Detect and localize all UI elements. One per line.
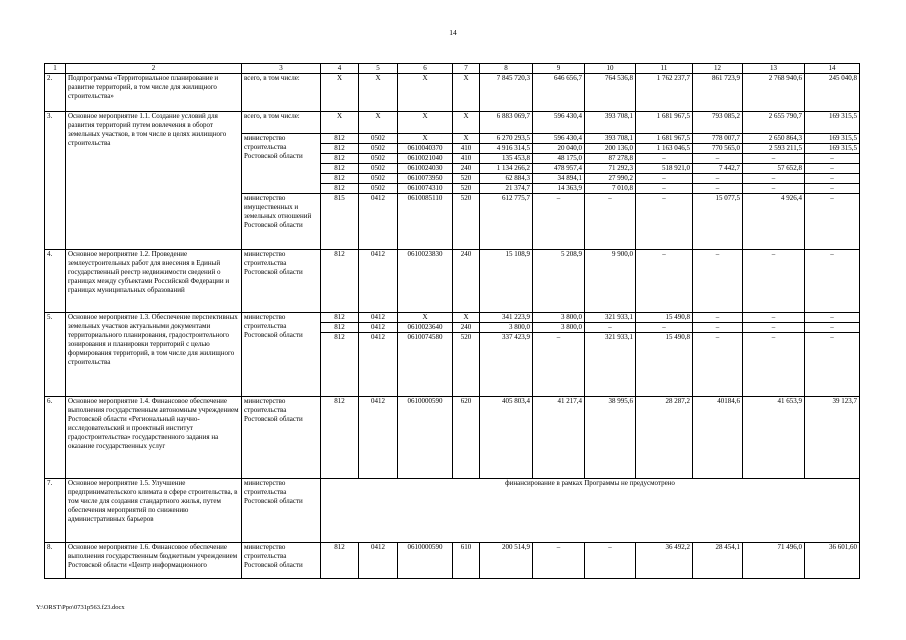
cell: 135 453,8 bbox=[480, 154, 533, 164]
cell: 0412 bbox=[359, 333, 398, 397]
cell: – bbox=[805, 194, 860, 250]
col-header: 5 bbox=[359, 64, 398, 74]
cell: – bbox=[743, 154, 805, 164]
no-funding-note: финансирование в рамках Программы не предусмотрено bbox=[321, 479, 860, 543]
table-row bbox=[45, 112, 860, 134]
cell: 0502 bbox=[359, 184, 398, 194]
cell: X bbox=[359, 112, 398, 134]
cell: 646 656,7 bbox=[533, 74, 585, 112]
row-responsible: министерство строительства Ростовской области bbox=[242, 250, 321, 313]
cell: 169 315,5 bbox=[805, 134, 860, 144]
cell: – bbox=[585, 194, 636, 250]
cell: – bbox=[805, 323, 860, 333]
cell: 15 490,8 bbox=[636, 333, 693, 397]
cell: – bbox=[533, 333, 585, 397]
cell: – bbox=[743, 323, 805, 333]
table-row bbox=[45, 543, 860, 579]
cell: 28 287,2 bbox=[636, 397, 693, 479]
col-header: 1 bbox=[45, 64, 66, 74]
col-header: 7 bbox=[453, 64, 480, 74]
cell: 0610021040 bbox=[398, 154, 453, 164]
cell: – bbox=[805, 174, 860, 184]
cell: 169 315,5 bbox=[805, 144, 860, 154]
cell: 321 933,1 bbox=[585, 313, 636, 323]
cell: 0412 bbox=[359, 323, 398, 333]
col-header: 2 bbox=[66, 64, 242, 74]
cell: X bbox=[321, 112, 359, 134]
cell: 38 995,6 bbox=[585, 397, 636, 479]
cell: 812 bbox=[321, 174, 359, 184]
cell: – bbox=[743, 184, 805, 194]
cell: 0502 bbox=[359, 174, 398, 184]
cell: X bbox=[453, 313, 480, 323]
cell: 7 442,7 bbox=[693, 164, 743, 174]
cell: 0610074580 bbox=[398, 333, 453, 397]
cell: 393 708,1 bbox=[585, 134, 636, 144]
cell: 0610023640 bbox=[398, 323, 453, 333]
col-header: 11 bbox=[636, 64, 693, 74]
cell: 812 bbox=[321, 323, 359, 333]
row-name: Основное мероприятие 1.5. Улучшение предпринимательского климата в сфере строительства, в том числе для создания стандартного жилья, путем обеспечения мероприятий по снижению административных барьеров bbox=[66, 479, 242, 543]
cell: 0610000590 bbox=[398, 397, 453, 479]
row-responsible: всего, в том числе: bbox=[242, 112, 321, 134]
cell: 15 490,8 bbox=[636, 313, 693, 323]
cell: 36 492,2 bbox=[636, 543, 693, 579]
cell: 0502 bbox=[359, 164, 398, 174]
budget-table bbox=[44, 63, 860, 579]
cell: – bbox=[693, 154, 743, 164]
cell: 71 292,3 bbox=[585, 164, 636, 174]
cell: – bbox=[636, 250, 693, 313]
cell: 40184,6 bbox=[693, 397, 743, 479]
col-header: 10 bbox=[585, 64, 636, 74]
cell: 410 bbox=[453, 144, 480, 154]
cell: 15 108,9 bbox=[480, 250, 533, 313]
cell: 9 900,0 bbox=[585, 250, 636, 313]
row-name: Основное мероприятие 1.2. Проведение землеустроительных работ для внесения в Единый государственный реестр недвижимости сведений о границах между субъектами Российской Федерации и границах муниципальных образований bbox=[66, 250, 242, 313]
cell: 0610073950 bbox=[398, 174, 453, 184]
cell: 770 565,0 bbox=[693, 144, 743, 154]
cell: – bbox=[805, 333, 860, 397]
cell: 245 040,8 bbox=[805, 74, 860, 112]
cell: 0610074310 bbox=[398, 184, 453, 194]
row-responsible: министерство строительства Ростовской области bbox=[242, 479, 321, 543]
row-responsible: министерство имущественных и земельных отношений Ростовской области bbox=[242, 194, 321, 250]
cell: 0610000590 bbox=[398, 543, 453, 579]
cell: 0412 bbox=[359, 313, 398, 323]
cell: 0610024030 bbox=[398, 164, 453, 174]
cell: X bbox=[398, 112, 453, 134]
row-responsible: министерство строительства Ростовской области bbox=[242, 543, 321, 579]
col-header: 8 bbox=[480, 64, 533, 74]
row-number: 6. bbox=[45, 397, 66, 479]
cell: 3 800,0 bbox=[533, 323, 585, 333]
header-row bbox=[45, 64, 860, 74]
cell: 200 136,0 bbox=[585, 144, 636, 154]
cell: 405 803,4 bbox=[480, 397, 533, 479]
cell: 2 650 864,3 bbox=[743, 134, 805, 144]
cell: 34 894,1 bbox=[533, 174, 585, 184]
cell: – bbox=[805, 164, 860, 174]
row-responsible: министерство строительства Ростовской области bbox=[242, 313, 321, 397]
cell: 518 921,0 bbox=[636, 164, 693, 174]
cell: 2 655 790,7 bbox=[743, 112, 805, 134]
cell: 610 bbox=[453, 543, 480, 579]
cell: 815 bbox=[321, 194, 359, 250]
cell: 4 926,4 bbox=[743, 194, 805, 250]
cell: 861 723,9 bbox=[693, 74, 743, 112]
cell: 6 270 293,5 bbox=[480, 134, 533, 144]
cell: 812 bbox=[321, 164, 359, 174]
table-row bbox=[45, 250, 860, 313]
cell: – bbox=[693, 174, 743, 184]
cell: 812 bbox=[321, 250, 359, 313]
col-header: 13 bbox=[743, 64, 805, 74]
cell: – bbox=[636, 184, 693, 194]
cell: 14 363,9 bbox=[533, 184, 585, 194]
row-name: Основное мероприятие 1.6. Финансовое обеспечение выполнения государственным бюджетным учреждением Ростовской области «Центр информационного bbox=[66, 543, 242, 579]
cell: X bbox=[453, 74, 480, 112]
cell: – bbox=[743, 333, 805, 397]
cell: – bbox=[636, 174, 693, 184]
cell: 1 681 967,5 bbox=[636, 134, 693, 144]
cell: 337 423,9 bbox=[480, 333, 533, 397]
cell: 0610023830 bbox=[398, 250, 453, 313]
cell: 393 708,1 bbox=[585, 112, 636, 134]
cell: 596 430,4 bbox=[533, 134, 585, 144]
cell: 812 bbox=[321, 154, 359, 164]
cell: – bbox=[743, 174, 805, 184]
cell: 240 bbox=[453, 164, 480, 174]
cell: – bbox=[805, 154, 860, 164]
cell: – bbox=[805, 250, 860, 313]
cell: 4 916 314,5 bbox=[480, 144, 533, 154]
page-number: 14 bbox=[449, 28, 457, 37]
cell: – bbox=[805, 184, 860, 194]
table-row bbox=[45, 479, 860, 543]
cell: 0412 bbox=[359, 194, 398, 250]
cell: – bbox=[636, 323, 693, 333]
cell: – bbox=[533, 194, 585, 250]
cell: 6 883 069,7 bbox=[480, 112, 533, 134]
cell: 21 374,7 bbox=[480, 184, 533, 194]
cell: 812 bbox=[321, 184, 359, 194]
cell: 1 681 967,5 bbox=[636, 112, 693, 134]
cell: 812 bbox=[321, 313, 359, 323]
cell: 812 bbox=[321, 134, 359, 144]
cell: 0412 bbox=[359, 250, 398, 313]
cell: 410 bbox=[453, 154, 480, 164]
cell: 240 bbox=[453, 323, 480, 333]
cell: 321 933,1 bbox=[585, 333, 636, 397]
table-row bbox=[45, 397, 860, 479]
cell: X bbox=[398, 313, 453, 323]
cell: 793 085,2 bbox=[693, 112, 743, 134]
cell: 28 454,1 bbox=[693, 543, 743, 579]
cell: X bbox=[398, 74, 453, 112]
file-path-footer: Y:\ORST\Ppo\0731p563.f23.docx bbox=[36, 604, 125, 611]
cell: 0610085110 bbox=[398, 194, 453, 250]
table-row bbox=[45, 313, 860, 323]
cell: 7 845 720,3 bbox=[480, 74, 533, 112]
cell: 2 593 211,5 bbox=[743, 144, 805, 154]
col-header: 6 bbox=[398, 64, 453, 74]
cell: 341 223,9 bbox=[480, 313, 533, 323]
cell: 0412 bbox=[359, 543, 398, 579]
cell: 764 536,8 bbox=[585, 74, 636, 112]
cell: 520 bbox=[453, 194, 480, 250]
col-header: 14 bbox=[805, 64, 860, 74]
cell: – bbox=[693, 313, 743, 323]
cell: – bbox=[636, 194, 693, 250]
cell: 1 163 046,5 bbox=[636, 144, 693, 154]
cell: 1 762 237,7 bbox=[636, 74, 693, 112]
cell: X bbox=[453, 134, 480, 144]
cell: 520 bbox=[453, 333, 480, 397]
cell: 3 800,0 bbox=[533, 313, 585, 323]
cell: 15 077,5 bbox=[693, 194, 743, 250]
cell: 3 800,0 bbox=[480, 323, 533, 333]
col-header: 4 bbox=[321, 64, 359, 74]
cell: 0412 bbox=[359, 397, 398, 479]
cell: 520 bbox=[453, 174, 480, 184]
cell: 57 652,8 bbox=[743, 164, 805, 174]
row-name: Основное мероприятие 1.1. Создание условий для развития территорий путем вовлечения в оборот земельных участков, в том числе в целях жилищного строительства bbox=[66, 112, 242, 250]
cell: 71 496,0 bbox=[743, 543, 805, 579]
cell: 39 123,7 bbox=[805, 397, 860, 479]
cell: 41 217,4 bbox=[533, 397, 585, 479]
cell: 2 768 940,6 bbox=[743, 74, 805, 112]
row-responsible: всего, в том числе: bbox=[242, 74, 321, 112]
cell: – bbox=[533, 543, 585, 579]
cell: – bbox=[636, 154, 693, 164]
row-number: 5. bbox=[45, 313, 66, 397]
cell: 169 315,5 bbox=[805, 112, 860, 134]
cell: – bbox=[693, 323, 743, 333]
row-responsible: министерство строительства Ростовской области bbox=[242, 397, 321, 479]
col-header: 9 bbox=[533, 64, 585, 74]
cell: – bbox=[693, 184, 743, 194]
cell: X bbox=[398, 134, 453, 144]
row-name: Подпрограмма «Территориальное планирование и развитие территорий, в том числе для жилищного строительства» bbox=[66, 74, 242, 112]
row-number: 7. bbox=[45, 479, 66, 543]
cell: 41 653,9 bbox=[743, 397, 805, 479]
cell: 0502 bbox=[359, 154, 398, 164]
cell: – bbox=[585, 323, 636, 333]
cell: 7 010,8 bbox=[585, 184, 636, 194]
cell: – bbox=[805, 313, 860, 323]
cell: – bbox=[743, 250, 805, 313]
col-header: 3 bbox=[242, 64, 321, 74]
cell: 240 bbox=[453, 250, 480, 313]
row-number: 3. bbox=[45, 112, 66, 250]
cell: 27 990,2 bbox=[585, 174, 636, 184]
cell: 87 278,8 bbox=[585, 154, 636, 164]
cell: – bbox=[585, 543, 636, 579]
cell: 5 208,9 bbox=[533, 250, 585, 313]
cell: X bbox=[359, 74, 398, 112]
cell: 478 957,4 bbox=[533, 164, 585, 174]
cell: 778 007,7 bbox=[693, 134, 743, 144]
cell: 1 134 266,2 bbox=[480, 164, 533, 174]
cell: 0502 bbox=[359, 144, 398, 154]
cell: 62 884,3 bbox=[480, 174, 533, 184]
col-header: 12 bbox=[693, 64, 743, 74]
cell: 48 175,0 bbox=[533, 154, 585, 164]
cell: 0610040370 bbox=[398, 144, 453, 154]
row-number: 2. bbox=[45, 74, 66, 112]
cell: 20 040,0 bbox=[533, 144, 585, 154]
cell: 520 bbox=[453, 184, 480, 194]
cell: 36 601,60 bbox=[805, 543, 860, 579]
cell: X bbox=[453, 112, 480, 134]
cell: X bbox=[321, 74, 359, 112]
row-name: Основное мероприятие 1.3. Обеспечение перспективных земельных участков актуальными документами территориального планирования, градостроительного зонирования и планировки территорий с целью формирования территорий, в том числе для жилищного строительства bbox=[66, 313, 242, 397]
table-row bbox=[45, 74, 860, 112]
cell: 812 bbox=[321, 543, 359, 579]
row-responsible: министерство строительства Ростовской области bbox=[242, 134, 321, 194]
row-name: Основное мероприятие 1.4. Финансовое обеспечение выполнения государственным автономным учреждением Ростовской области «Региональный научно-исследовательский и проектный институт градостроительства» государственного задания на оказание государственных услуг bbox=[66, 397, 242, 479]
cell: 812 bbox=[321, 397, 359, 479]
cell: 0502 bbox=[359, 134, 398, 144]
cell: 812 bbox=[321, 333, 359, 397]
cell: 596 430,4 bbox=[533, 112, 585, 134]
cell: 612 775,7 bbox=[480, 194, 533, 250]
cell: 620 bbox=[453, 397, 480, 479]
row-number: 4. bbox=[45, 250, 66, 313]
cell: – bbox=[693, 250, 743, 313]
cell: 200 514,9 bbox=[480, 543, 533, 579]
cell: 812 bbox=[321, 144, 359, 154]
cell: – bbox=[743, 313, 805, 323]
cell: – bbox=[693, 333, 743, 397]
row-number: 8. bbox=[45, 543, 66, 579]
